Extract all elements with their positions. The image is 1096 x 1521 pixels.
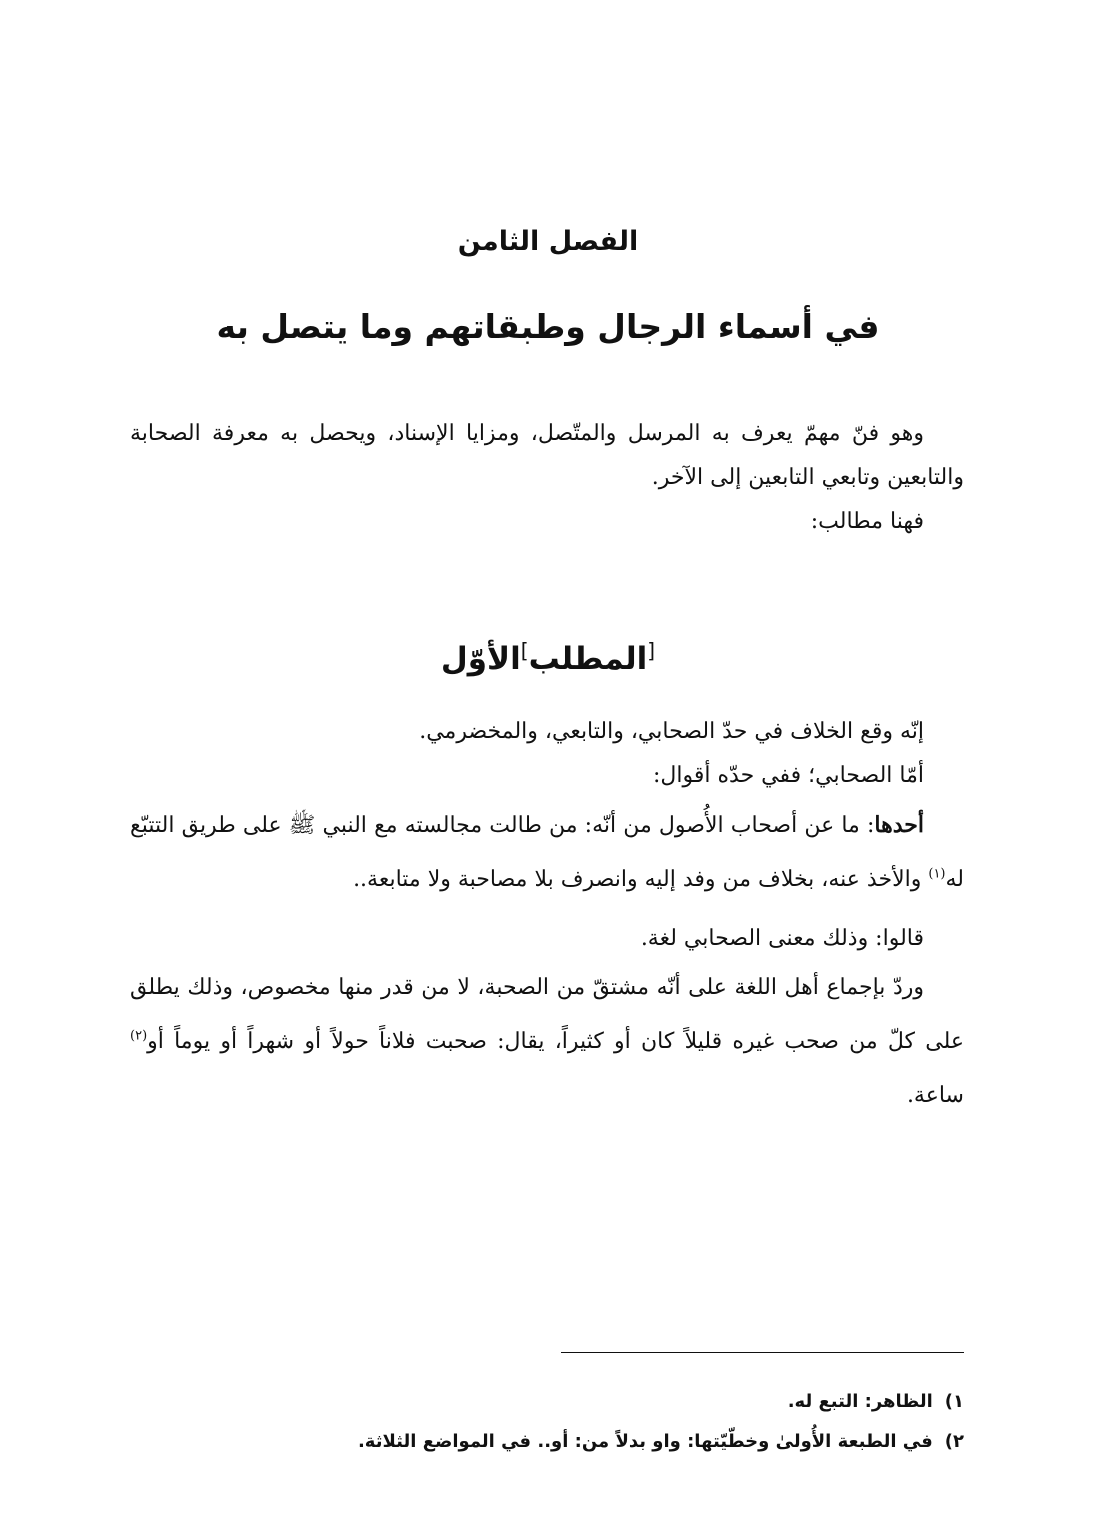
paragraph-3-text-b: والأخذ عنه، بخلاف من وفد إليه وانصرف بلا مصاحبة ولا متابعة..	[353, 867, 929, 892]
chapter-title: الفصل الثامن	[457, 226, 639, 257]
chapter-subtitle: في أسماء الرجال وطبقاتهم وما يتصل به	[216, 307, 880, 346]
intro-paragraph: وهو فنّ مهمّ يعرف به المرسل والمتّصل، ومزايا الإسناد، ويحصل به معرفة الصحابة والتابعين وتابعي التابعين إلى الآخر.	[130, 421, 964, 490]
intro-block	[130, 412, 964, 544]
body-paragraph-2: أمّا الصحابي؛ ففي حدّه أقوال:	[653, 763, 924, 788]
footnote-text: الظاهر: التبع له.	[787, 1391, 933, 1412]
footnote-ref-2: (٢)	[130, 1028, 148, 1044]
paragraph-5-text-b: ساعة.	[906, 1083, 964, 1108]
body-paragraph-3	[130, 798, 964, 907]
intro-list-lead: فهنا مطالب:	[810, 509, 924, 534]
body-block	[130, 710, 964, 1123]
section-heading-ordinal: الأوّل	[440, 641, 521, 677]
footnote-text: في الطبعة الأُولىٰ وخطّيّتها: واو بدلاً من: أو.. في المواضع الثلاثة.	[357, 1431, 933, 1452]
paragraph-lead-word: أحدها	[874, 812, 924, 838]
paragraph-3-text-a: : ما عن أصحاب الأُصول من أنّه: من طالت مجالسته مع النبي ﷺ على طريق التتبّع له	[130, 813, 964, 892]
footnote-ref-1: (١)	[928, 866, 946, 882]
footnote-separator	[561, 1352, 964, 1353]
body-paragraph-1: إنّه وقع الخلاف في حدّ الصحابي، والتابعي، والمخضرمي.	[419, 719, 924, 744]
paragraph-5-text-a: وردّ بإجماع أهل اللغة على أنّه مشتقّ من الصحبة، لا من قدر منها مخصوص، وذلك يطلق على كلّ من صحب غيره قليلاً كان أو كثيراً، يقال: صحبت فلاناً حولاً أو شهراً أو يوماً أو	[130, 975, 964, 1054]
footnote-number: ٢)	[944, 1431, 964, 1452]
footnotes	[130, 1382, 964, 1462]
body-paragraph-4: قالوا: وذلك معنى الصحابي لغة.	[640, 926, 924, 951]
section-bracket-open: [	[647, 638, 656, 663]
section-bracket-close: ]	[520, 638, 529, 663]
body-paragraph-5	[130, 961, 964, 1123]
footnote-number: ١)	[944, 1391, 964, 1412]
footnote-2	[130, 1422, 964, 1462]
section-heading-word: المطلب	[528, 641, 648, 677]
section-heading	[0, 635, 1096, 683]
footnote-1	[130, 1382, 964, 1422]
